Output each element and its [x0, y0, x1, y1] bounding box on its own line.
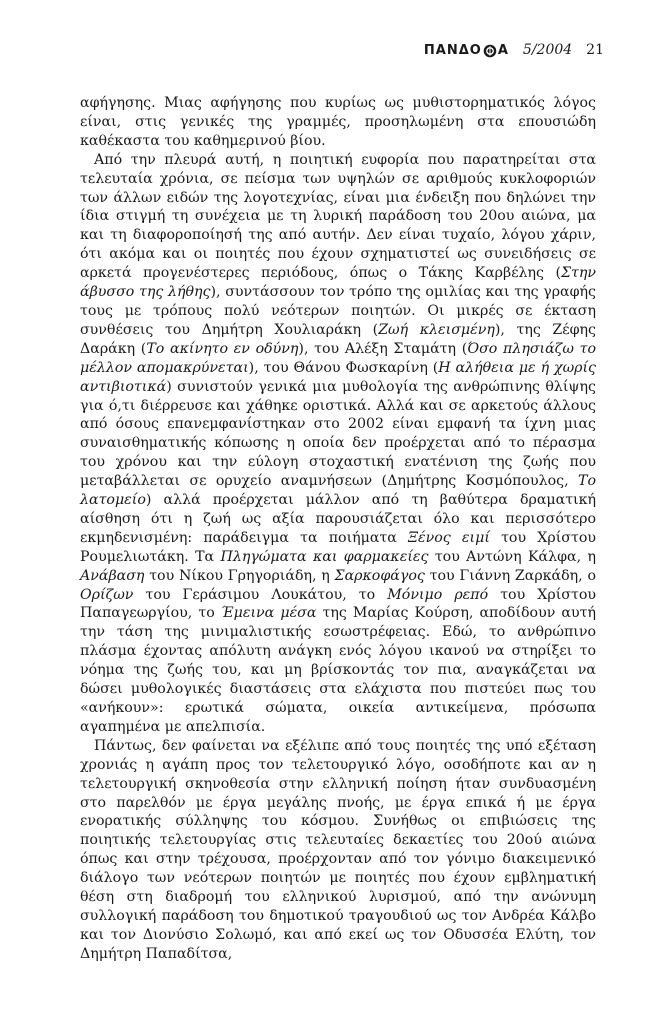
text-run: ), της Ζέφης Δαράκη (: [80, 321, 596, 357]
text-run: του Χρίστου Παπαγεωργίου, το: [80, 586, 596, 622]
text-run: της Μαρίας Κούρση, αποδίδουν αυτή την τάση της μινιμαλιστικής εσωστρέφειας. Εδώ, το ανθρώπινο πλάσμα έχοντας απόλυτη ανάγκη ενός λόγου ικανού να στηρίξει το νόημα της ζωής του, και μη βρίσκοντάς τον πια, αναγκάζεται να δώσει μυθολογικές διαστάσεις στα ελάχιστα που πιστεύει πως του «ανήκουν»: ερωτικά σώματα, οικεία αντικείμενα, πρόσωπα αγαπημένα με απελπισία.: [80, 605, 596, 735]
text-run: του Αντώνη Κάλφα, η: [428, 548, 596, 565]
text-run: ), του Αλέξη Σταμάτη (: [298, 340, 468, 357]
book-title: Η αλήθεια με ή χωρίς αντιβιοτικά: [80, 359, 597, 395]
text-run: του Νίκου Γρηγοριάδη, η: [144, 567, 335, 584]
paragraph: [80, 737, 596, 964]
book-title: Το ακίνητο εν οδύνη: [146, 340, 299, 357]
book-title: Μόνιμο ρεπό: [387, 586, 489, 603]
text-run: του Χρίστου Ρουμελιωτάκη. Τα: [80, 529, 596, 565]
book-title: Έμεινα μέσα: [220, 605, 317, 622]
issue-number: 5/2004: [522, 42, 573, 58]
book-title: Στην άβυσσο της λήθης: [80, 265, 596, 301]
book-title: Ορίζων: [80, 586, 134, 603]
book-title: Το λατομείο: [80, 473, 596, 509]
journal-title-left: ΠΑΝΔΟ: [423, 43, 482, 58]
journal-emblem-icon: [483, 44, 497, 58]
text-run: ) συνιστούν γενικά μια μυθολογία της ανθρώπινης θλίψης για ό,τι διέρρευσε και χάθηκε οριστικά. Αλλά και σε αρκετούς άλλους από όσους επανεμφανίστηκαν στο 2002 είναι εμφανή τα ίχνη μιας συναισθηματικής κόπωσης η οποία δεν προέρχεται από το πέρασμα του χρόνου και την εύλογη στοχαστική ενατένιση της ζωής που μεταβάλλεται σε ορυχείο αναμνήσεων (Δημήτρης Κοσμόπουλος,: [80, 378, 596, 490]
paragraph: [80, 151, 596, 737]
page-number: 21: [586, 42, 604, 58]
text-run: του Γεράσιμου Λουκάτου, το: [133, 586, 388, 603]
book-title: Ξένος ειμί: [408, 529, 490, 546]
text-run: ) αλλά προέρχεται μάλλον από τη βαθύτερα δραματική αίσθηση ότι η ζωή ως αξία παρουσιάζεται όλο και περισσότερο εκμηδενισμένη: παράδειγμα τα ποιήματα: [80, 492, 596, 546]
journal-title-right: Α: [497, 43, 509, 58]
book-title: Σαρκοφάγος: [334, 567, 425, 584]
article-body: [80, 94, 596, 964]
paragraph: [80, 94, 596, 151]
book-title: Ζωή κλεισμένη: [378, 321, 495, 338]
text-run: ), συντάσσουν τον τρόπο της ομιλίας και της γραφής τους με τρόπους πολύ νεότερων ποιητών. Οι μικρές σε έκταση συνθέσεις του Δημήτρη Χουλιαράκη (: [80, 284, 596, 338]
running-header: [424, 42, 604, 58]
book-title: Πληγώματα και φαρμακείες: [220, 548, 429, 565]
book-title: Ανάβαση: [80, 567, 145, 584]
text-run: του Γιάννη Ζαρκάδη, ο: [424, 567, 596, 584]
journal-title: [424, 43, 509, 58]
text-run: Πάντως, δεν φαίνεται να εξέλιπε από τους ποιητές της υπό εξέταση χρονιάς η αγάπη προς τον τελετουργικό λόγο, οσοδήποτε και αν η τελετουργική σκηνοθεσία στην ελληνική ποίηση ήταν συνδυασμένη στο παρελθόν με έργα μεγάλης πνοής, με έργα επικά ή με έργα ενορατικής σύλληψης του κόσμου. Συνήθως οι επιβιώσεις της ποιητικής τελετουργίας στις τελευταίες δεκαετίες του 20ού αιώνα όπως και στην τρέχουσα, προέρχονταν από τον γόνιμο διακειμενικό διάλογο των νεότερων ποιητών με ποιητές που έχουν εμβληματική θέση στη διαδρομή του ελληνικού λυρισμού, από την ανώνυμη συλλογική παράδοση του δημοτικού τραγουδιού ως τον Ανδρέα Κάλβο και τον Διονύσιο Σολωμό, και από εκεί ως τον Οδυσσέα Ελύτη, τον Δημήτρη Παπαδίτσα,: [80, 737, 596, 962]
text-run: αφήγησης. Μιας αφήγησης που κυρίως ως μυθιστορηματικός λόγος είναι, στις γενικές της γραμμές, προσηλωμένη στα επουσιώδη καθέκαστα του καθημερινού βίου.: [80, 95, 596, 149]
text-run: ), του Θάνου Φωσκαρίνη (: [248, 359, 439, 376]
text-run: Από την πλευρά αυτή, η ποιητική ευφορία που παρατηρείται στα τελευταία χρόνια, σε πείσμα των υψηλών σε αριθμούς κυκλοφοριών των άλλων ειδών της λογοτεχνίας, είναι μια ένδειξη που δηλώνει την ίδια στιγμή τη συνέχεια με τη λυρική παράδοση του 20ου αιώνα, μα και τη διαφοροποίησή της από αυτήν. Δεν είναι τυχαίο, λόγου χάριν, ότι ακόμα και οι ποιητές που έχουν σχηματιστεί ως συνειδήσεις σε αρκετά προγενέστερες περιόδους, όπως ο Τάκης Καρβέλης (: [80, 151, 596, 282]
book-title: Όσο πλησιάζω το μέλλον απομακρύνεται: [80, 340, 596, 376]
